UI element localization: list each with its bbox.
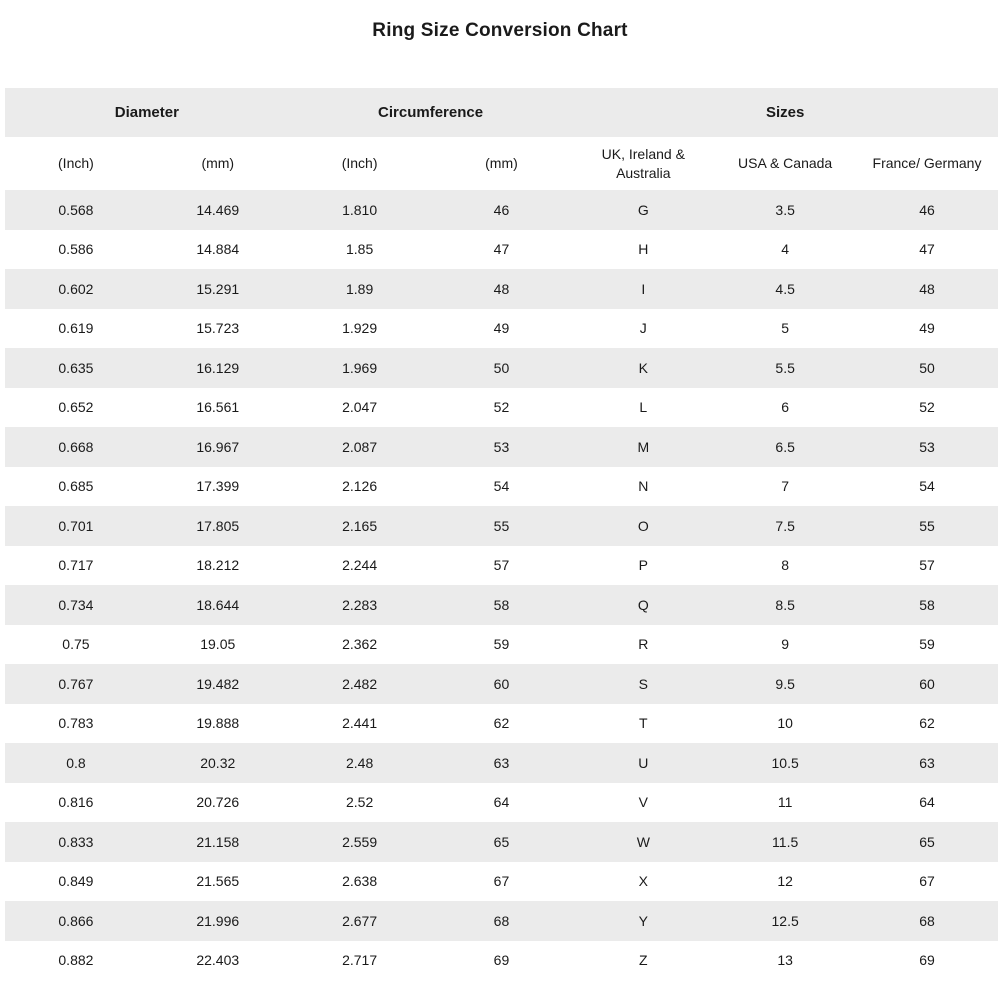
- table-cell: 17.399: [196, 478, 240, 495]
- table-cell: 67: [919, 873, 935, 890]
- table-cell: 0.701: [58, 517, 94, 534]
- column-header-circumference-mm: (mm): [485, 155, 518, 172]
- table-row: [5, 704, 998, 744]
- table-cell: 2.441: [342, 715, 378, 732]
- table-cell: 62: [493, 715, 510, 732]
- table-cell: 0.635: [58, 359, 94, 376]
- table-row: [5, 743, 998, 783]
- table-cell: U: [638, 754, 649, 771]
- table-cell: 21.565: [196, 873, 240, 890]
- table-cell: 59: [919, 636, 935, 653]
- table-cell: 57: [919, 557, 935, 574]
- table-cell: 9.5: [775, 675, 795, 692]
- table-row: [5, 585, 998, 625]
- table-cell: 68: [919, 912, 935, 929]
- table-cell: 7: [781, 478, 790, 495]
- group-header-sizes: Sizes: [766, 104, 805, 121]
- table-cell: 58: [919, 596, 935, 613]
- table-cell: 53: [919, 438, 935, 455]
- table-cell: 8: [781, 557, 790, 574]
- table-cell: 0.866: [58, 912, 94, 929]
- table-cell: 2.48: [345, 754, 374, 771]
- table-cell: Y: [638, 912, 648, 929]
- table-cell: 69: [493, 952, 510, 969]
- table-cell: R: [638, 636, 649, 653]
- page-title: Ring Size Conversion Chart: [372, 20, 628, 41]
- table-cell: 65: [493, 833, 510, 850]
- ring-size-conversion-table: [5, 88, 998, 980]
- group-header-circumference: Circumference: [378, 104, 484, 121]
- table-cell: 5: [781, 320, 790, 337]
- table-cell: 21.158: [196, 833, 240, 850]
- table-cell: 0.717: [58, 557, 94, 574]
- table-cell: W: [636, 833, 650, 850]
- table-cell: 64: [493, 794, 510, 811]
- table-cell: 50: [919, 359, 935, 376]
- table-cell: 2.362: [342, 636, 378, 653]
- table-row: [5, 546, 998, 586]
- table-cell: 10.5: [771, 754, 799, 771]
- table-cell: 18.644: [196, 596, 240, 613]
- table-group-header-row: [5, 88, 998, 137]
- table-cell: 52: [919, 399, 935, 416]
- table-cell: 0.602: [58, 280, 94, 297]
- table-cell: 12: [777, 873, 793, 890]
- table-cell: 1.969: [342, 359, 378, 376]
- table-cell: 2.638: [342, 873, 378, 890]
- table-cell: 2.559: [342, 833, 378, 850]
- table-cell: 0.586: [58, 241, 94, 258]
- table-row: [5, 269, 998, 309]
- table-cell: P: [638, 557, 648, 574]
- table-cell: 46: [919, 201, 935, 218]
- table-cell: 2.52: [345, 794, 374, 811]
- column-header-circumference-inch: (Inch): [341, 155, 378, 172]
- group-header-diameter: Diameter: [114, 104, 179, 121]
- table-cell: 52: [493, 399, 510, 416]
- table-cell: 16.967: [196, 438, 240, 455]
- table-cell: 0.8: [66, 754, 86, 771]
- table-cell: K: [638, 359, 648, 376]
- table-cell: 21.996: [196, 912, 240, 929]
- table-cell: 0.783: [58, 715, 94, 732]
- table-cell: 13: [777, 952, 793, 969]
- table-cell: V: [638, 794, 648, 811]
- table-cell: 10: [777, 715, 793, 732]
- table-cell: 0.75: [62, 636, 90, 653]
- table-cell: 0.767: [58, 675, 94, 692]
- table-cell: 64: [919, 794, 935, 811]
- table-cell: 54: [493, 478, 510, 495]
- table-cell: 4: [781, 241, 790, 258]
- table-cell: 0.668: [58, 438, 94, 455]
- column-header-diameter-inch: (Inch): [58, 155, 94, 172]
- table-row: [5, 309, 998, 349]
- table-cell: 8.5: [775, 596, 795, 613]
- table-cell: 0.685: [58, 478, 94, 495]
- table-row: [5, 388, 998, 428]
- table-cell: 2.087: [342, 438, 378, 455]
- table-cell: 0.849: [58, 873, 94, 890]
- table-cell: I: [641, 280, 646, 297]
- table-cell: G: [637, 201, 649, 218]
- table-cell: 1.89: [345, 280, 374, 297]
- table-cell: O: [637, 517, 649, 534]
- table-row: [5, 230, 998, 270]
- table-row: [5, 190, 998, 230]
- table-cell: 22.403: [196, 952, 240, 969]
- table-cell: 2.677: [342, 912, 378, 929]
- table-cell: 19.482: [196, 675, 240, 692]
- table-column-header-row: [5, 137, 998, 190]
- table-cell: 14.884: [196, 241, 240, 258]
- table-cell: 67: [493, 873, 510, 890]
- table-cell: 15.291: [196, 280, 240, 297]
- table-cell: 50: [493, 359, 510, 376]
- table-cell: 48: [919, 280, 935, 297]
- table-cell: 9: [781, 636, 790, 653]
- table-cell: 1.810: [342, 201, 378, 218]
- table-cell: 17.805: [196, 517, 240, 534]
- table-cell: 68: [493, 912, 510, 929]
- table-cell: X: [638, 873, 648, 890]
- table-cell: 11: [777, 794, 793, 811]
- table-cell: 4.5: [775, 280, 795, 297]
- table-row: [5, 941, 998, 981]
- table-body: [5, 190, 998, 980]
- table-cell: 0.568: [58, 201, 94, 218]
- table-cell: 19.888: [196, 715, 240, 732]
- table-cell: 0.619: [58, 320, 94, 337]
- table-row: [5, 822, 998, 862]
- column-header-usa-canada: USA & Canada: [738, 155, 833, 172]
- table-cell: 55: [919, 517, 935, 534]
- table-cell: 2.126: [342, 478, 378, 495]
- table-cell: Q: [637, 596, 649, 613]
- table-cell: 20.32: [200, 754, 236, 771]
- table-cell: 49: [493, 320, 510, 337]
- table-cell: 6.5: [775, 438, 795, 455]
- table-cell: 57: [493, 557, 510, 574]
- table-cell: 6: [781, 399, 790, 416]
- column-header-uk-ireland-australia: UK, Ireland & Australia: [601, 146, 685, 181]
- table-cell: 54: [919, 478, 935, 495]
- table-cell: 0.652: [58, 399, 94, 416]
- table-row: [5, 664, 998, 704]
- table-cell: 60: [919, 675, 935, 692]
- table-cell: 59: [493, 636, 510, 653]
- table-cell: 2.283: [342, 596, 378, 613]
- table-cell: 18.212: [196, 557, 240, 574]
- table-cell: 16.561: [196, 399, 240, 416]
- table-cell: N: [638, 478, 649, 495]
- table-cell: 2.047: [342, 399, 378, 416]
- table-row: [5, 901, 998, 941]
- table-cell: 2.482: [342, 675, 378, 692]
- table-cell: 58: [493, 596, 510, 613]
- table-cell: 62: [919, 715, 935, 732]
- table-cell: 16.129: [196, 359, 240, 376]
- table-cell: 19.05: [200, 636, 236, 653]
- table-cell: 47: [919, 241, 935, 258]
- table-cell: T: [639, 715, 648, 732]
- table-cell: 46: [493, 201, 510, 218]
- column-header-france-germany: France/ Germany: [872, 155, 982, 172]
- table-cell: 7.5: [775, 517, 795, 534]
- table-cell: S: [638, 675, 648, 692]
- table-cell: 63: [919, 754, 935, 771]
- table-cell: 49: [919, 320, 935, 337]
- table-cell: 0.833: [58, 833, 94, 850]
- table-cell: 0.734: [58, 596, 94, 613]
- table-row: [5, 625, 998, 665]
- table-row: [5, 862, 998, 902]
- table-cell: 47: [493, 241, 510, 258]
- table-cell: 1.85: [345, 241, 374, 258]
- table-cell: 14.469: [196, 201, 240, 218]
- table-row: [5, 783, 998, 823]
- table-row: [5, 506, 998, 546]
- table-row: [5, 467, 998, 507]
- table-cell: L: [639, 399, 648, 416]
- table-cell: 2.717: [342, 952, 378, 969]
- table-cell: 65: [919, 833, 935, 850]
- table-cell: 2.244: [342, 557, 378, 574]
- table-row: [5, 427, 998, 467]
- table-cell: 48: [493, 280, 510, 297]
- table-cell: 63: [493, 754, 510, 771]
- table-cell: 55: [493, 517, 510, 534]
- table-cell: 0.882: [58, 952, 94, 969]
- table-cell: 69: [919, 952, 935, 969]
- column-header-diameter-mm: (mm): [201, 155, 235, 172]
- table-cell: 12.5: [771, 912, 799, 929]
- table-cell: H: [638, 241, 649, 258]
- table-cell: 1.929: [342, 320, 378, 337]
- table-cell: 5.5: [775, 359, 795, 376]
- table-cell: 60: [493, 675, 510, 692]
- table-cell: Z: [639, 952, 648, 969]
- table-cell: 0.816: [58, 794, 94, 811]
- table-cell: 11.5: [772, 833, 799, 850]
- table-cell: 20.726: [196, 794, 240, 811]
- table-cell: 2.165: [342, 517, 378, 534]
- table-cell: 15.723: [196, 320, 240, 337]
- table-cell: J: [639, 320, 647, 337]
- table-row: [5, 348, 998, 388]
- table-cell: 3.5: [775, 201, 795, 218]
- table-cell: 53: [493, 438, 510, 455]
- table-cell: M: [637, 438, 650, 455]
